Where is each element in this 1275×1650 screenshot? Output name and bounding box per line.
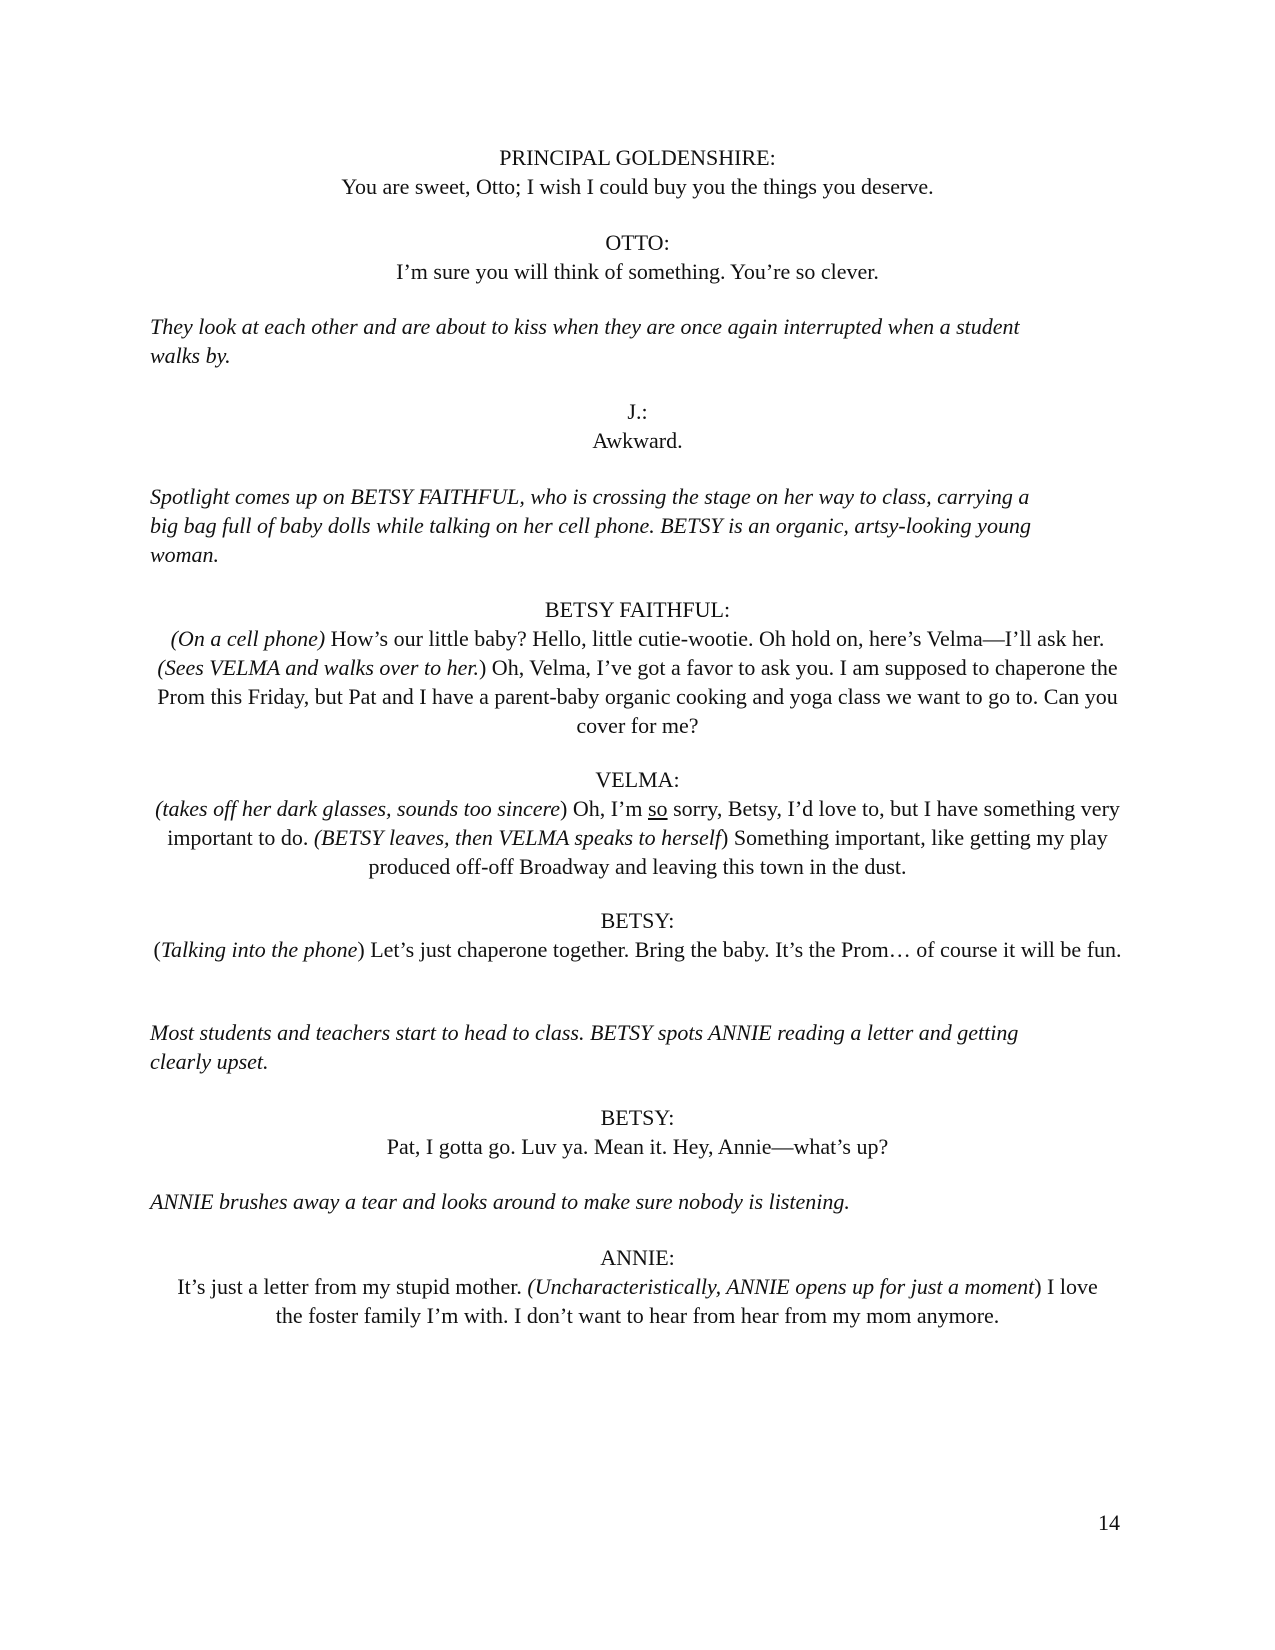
dialogue-block-betsy — [150, 1103, 1125, 1161]
stage-direction: ANNIE brushes away a tear and looks around to make sure nobody is listening. — [150, 1189, 850, 1214]
dialogue-block-velma — [155, 765, 1120, 881]
dialogue-block-j — [150, 397, 1125, 455]
dialogue-text: How’s our little baby? Hello, little cutie-wootie. Oh hold on, here’s Velma—I’ll ask her. — [325, 626, 1105, 651]
dialogue-text: It’s just a letter from my stupid mother. — [177, 1274, 528, 1299]
dialogue-text: ) Oh, Velma, I’ve got a favor to ask you. I am supposed to chaperone the Prom this Friday, but Pat and I have a parent-baby organic cooking and yoga class we want to go to. Can you cover for me? — [157, 655, 1118, 738]
character-name: J.: — [627, 399, 648, 424]
dialogue-line: Awkward. — [592, 428, 683, 453]
stage-direction: Spotlight comes up on BETSY FAITHFUL, who is crossing the stage on her way to class, carrying a big bag full of baby dolls while talking on her cell phone. BETSY is an organic, artsy-looking young woman. — [150, 484, 1031, 567]
character-name: OTTO: — [605, 230, 670, 255]
parenthetical: (Uncharacteristically, ANNIE opens up for just a moment — [527, 1274, 1035, 1299]
dialogue-line: Pat, I gotta go. Luv ya. Mean it. Hey, Annie—what’s up? — [386, 1134, 889, 1159]
dialogue-block-betsy-faithful — [150, 595, 1125, 740]
dialogue-text: ) Something important, like getting my play produced off-off Broadway and leaving this town in the dust. — [368, 825, 1108, 879]
dialogue-text: sorry, Betsy, I’d love to, but I have something very important to do. — [167, 796, 1120, 850]
emphasis: so — [648, 796, 668, 821]
parenthetical: (Sees VELMA and walks over to her. — [157, 655, 479, 680]
parenthetical: (takes off her dark glasses, sounds too sincere — [155, 796, 561, 821]
dialogue-block-betsy — [150, 906, 1125, 964]
dialogue-line: You are sweet, Otto; I wish I could buy you the things you deserve. — [341, 174, 934, 199]
dialogue-text: ) I love the foster family I’m with. I don’t want to hear from hear from my mom anymore. — [275, 1274, 1098, 1328]
dialogue-text: ) Oh, I’m — [560, 796, 648, 821]
dialogue-line: I’m sure you will think of something. You’re so clever. — [396, 259, 879, 284]
parenthetical: Talking into the phone — [160, 937, 358, 962]
character-name: BETSY FAITHFUL: — [544, 597, 731, 622]
character-name: PRINCIPAL GOLDENSHIRE: — [499, 145, 776, 170]
dialogue-block-annie — [170, 1243, 1105, 1330]
stage-direction: They look at each other and are about to kiss when they are once again interrupted when a student walks by. — [150, 314, 1020, 368]
character-name: VELMA: — [595, 767, 680, 792]
character-name: ANNIE: — [600, 1245, 675, 1270]
dialogue-block-principal — [150, 143, 1125, 201]
dialogue-line — [150, 935, 1125, 964]
open-paren: ( — [153, 937, 161, 962]
dialogue-line — [170, 1272, 1105, 1330]
parenthetical: (BETSY leaves, then VELMA speaks to herself — [313, 825, 721, 850]
parenthetical: (On a cell phone) — [170, 626, 326, 651]
character-name: BETSY: — [600, 1105, 675, 1130]
dialogue-line — [155, 794, 1120, 881]
dialogue-line — [150, 624, 1125, 740]
dialogue-block-otto — [150, 228, 1125, 286]
character-name: BETSY: — [600, 908, 675, 933]
dialogue-text: ) Let’s just chaperone together. Bring the baby. It’s the Prom… of course it will be fun. — [357, 937, 1122, 962]
page-number: 14 — [1098, 1510, 1120, 1535]
stage-direction: Most students and teachers start to head to class. BETSY spots ANNIE reading a letter and getting clearly upset. — [150, 1020, 1019, 1074]
